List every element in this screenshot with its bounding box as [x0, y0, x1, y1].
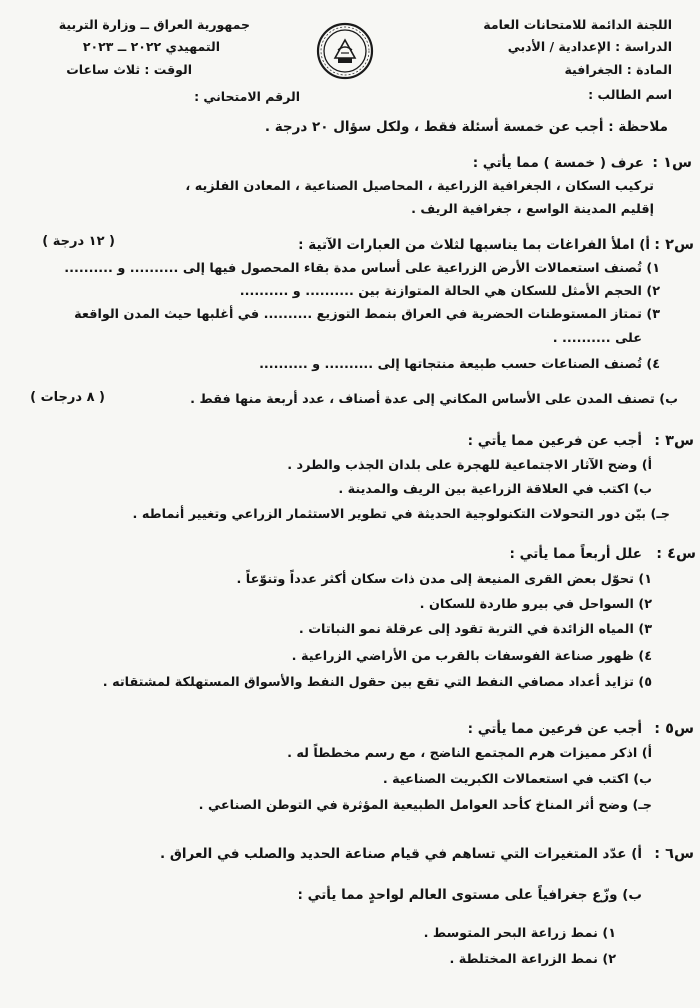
exam-time: الوقت : ثلاث ساعات [66, 62, 192, 77]
exam-round: التمهيدي ٢٠٢٢ ــ ٢٠٢٣ [82, 39, 220, 54]
question-4-item-4: ٤) ظهور صناعة الفوسفات بالقرب من الأراضي الزراعية . [291, 649, 652, 664]
question-6-label: س٦ : [654, 846, 694, 862]
student-name-label: اسم الطالب : [588, 87, 672, 102]
question-3-stem: أجب عن فرعين مما يأتي : [467, 433, 642, 449]
question-2a-stem: أ) املأ الفراغات بما يناسبها لثلاث من العبارات الآتية : [298, 237, 650, 253]
question-5b: ب) اكتب في استعمالات الكبريت الصناعية . [382, 772, 652, 787]
exam-number-label: الرقم الامتحاني : [194, 89, 300, 104]
question-4-label: س٤ : [656, 546, 696, 562]
question-2-item-3: ٣) تمتاز المستوطنات الحضرية في العراق بنمط التوزيع .......... في أغلبها حيث المدن الواقعة [74, 307, 660, 322]
question-1-terms-line-2: إقليم المدينة الواسع ، جغرافية الريف . [411, 202, 654, 217]
question-2a-marks: ( ١٢ درجة ) [42, 234, 115, 249]
study-branch: الدراسة : الإعدادية / الأدبي [507, 39, 672, 54]
question-2-item-4: ٤) تُصنف الصناعات حسب طبيعة منتجاتها إلى .......... و .......... [259, 357, 660, 372]
question-2b-marks: ( ٨ درجات ) [30, 390, 105, 405]
question-2-item-3-cont: على .......... . [552, 331, 642, 346]
question-4-item-2: ٢) السواحل في بيرو طاردة للسكان . [419, 597, 652, 612]
committee-name: اللجنة الدائمة للامتحانات العامة [483, 17, 672, 32]
question-1-stem: عرف ( خمسة ) مما يأتي : [472, 155, 644, 171]
question-4-item-1: ١) تحوّل بعض القرى المنيعة إلى مدن ذات سكان أكثر عدداً وتنوّعاً . [236, 572, 652, 587]
question-1-label: س١ : [652, 155, 692, 171]
exam-note: ملاحظة : أجب عن خمسة أسئلة فقط ، ولكل سؤال ٢٠ درجة . [264, 119, 668, 135]
question-6-item-1: ١) نمط زراعة البحر المتوسط . [423, 926, 616, 941]
ministry-seal-icon [316, 22, 374, 80]
question-5-label: س٥ : [654, 721, 694, 737]
question-2-label: س٢ : [654, 237, 694, 253]
question-2b: ب) تصنف المدن على الأساس المكاني إلى عدة أصناف ، عدد أربعة منها فقط . [190, 392, 678, 407]
question-3a: أ) وضح الآثار الاجتماعية للهجرة على بلدان الجذب والطرد . [287, 458, 652, 473]
question-3b: ب) اكتب في العلاقة الزراعية بين الريف والمدينة . [338, 482, 652, 497]
question-5-stem: أجب عن فرعين مما يأتي : [467, 721, 642, 737]
question-2-item-2: ٢) الحجم الأمثل للسكان هي الحالة المتوازنة بين .......... و .......... [239, 284, 660, 299]
question-6a: أ) عدّد المتغيرات التي تساهم في قيام صناعة الحديد والصلب في العراق . [160, 846, 642, 862]
question-1-terms-line-1: تركيب السكان ، الجغرافية الزراعية ، المحاصيل الصناعية ، المعادن الفلزيه ، [185, 179, 654, 194]
question-3-label: س٣ : [654, 433, 694, 449]
question-3c: جـ) بيّن دور التحولات التكنولوجية الحديثة في تطوير الاستثمار الزراعي وتغيير أنماطه . [132, 507, 670, 522]
question-2-item-1: ١) تُصنف استعمالات الأرض الزراعية على أساس مدة بقاء المحصول فيها إلى .......... و .......... [64, 261, 660, 276]
ministry-name: جمهورية العراق ــ وزارة التربية [58, 17, 250, 32]
question-4-item-3: ٣) المياه الزائدة في التربة تقود إلى عرقلة نمو النباتات . [298, 622, 652, 637]
question-6-item-2: ٢) نمط الزراعة المختلطة . [449, 952, 616, 967]
question-4-item-5: ٥) تزايد أعداد مصافي النفط التي تقع بين حقول النفط والأسواق المستهلكة لمشتقاته . [102, 675, 652, 690]
question-6b: ب) وزّع جغرافياً على مستوى العالم لواحدٍ مما يأتي : [297, 887, 642, 903]
question-5c: جـ) وضح أثر المناخ كأحد العوامل الطبيعية المؤثرة في التوطن الصناعي . [198, 798, 652, 813]
subject-name: المادة : الجغرافية [564, 62, 672, 77]
question-5a: أ) اذكر مميزات هرم المجتمع الناضج ، مع رسم مخططاً له . [287, 746, 652, 761]
question-4-stem: علل أربعاً مما يأتي : [509, 546, 642, 562]
